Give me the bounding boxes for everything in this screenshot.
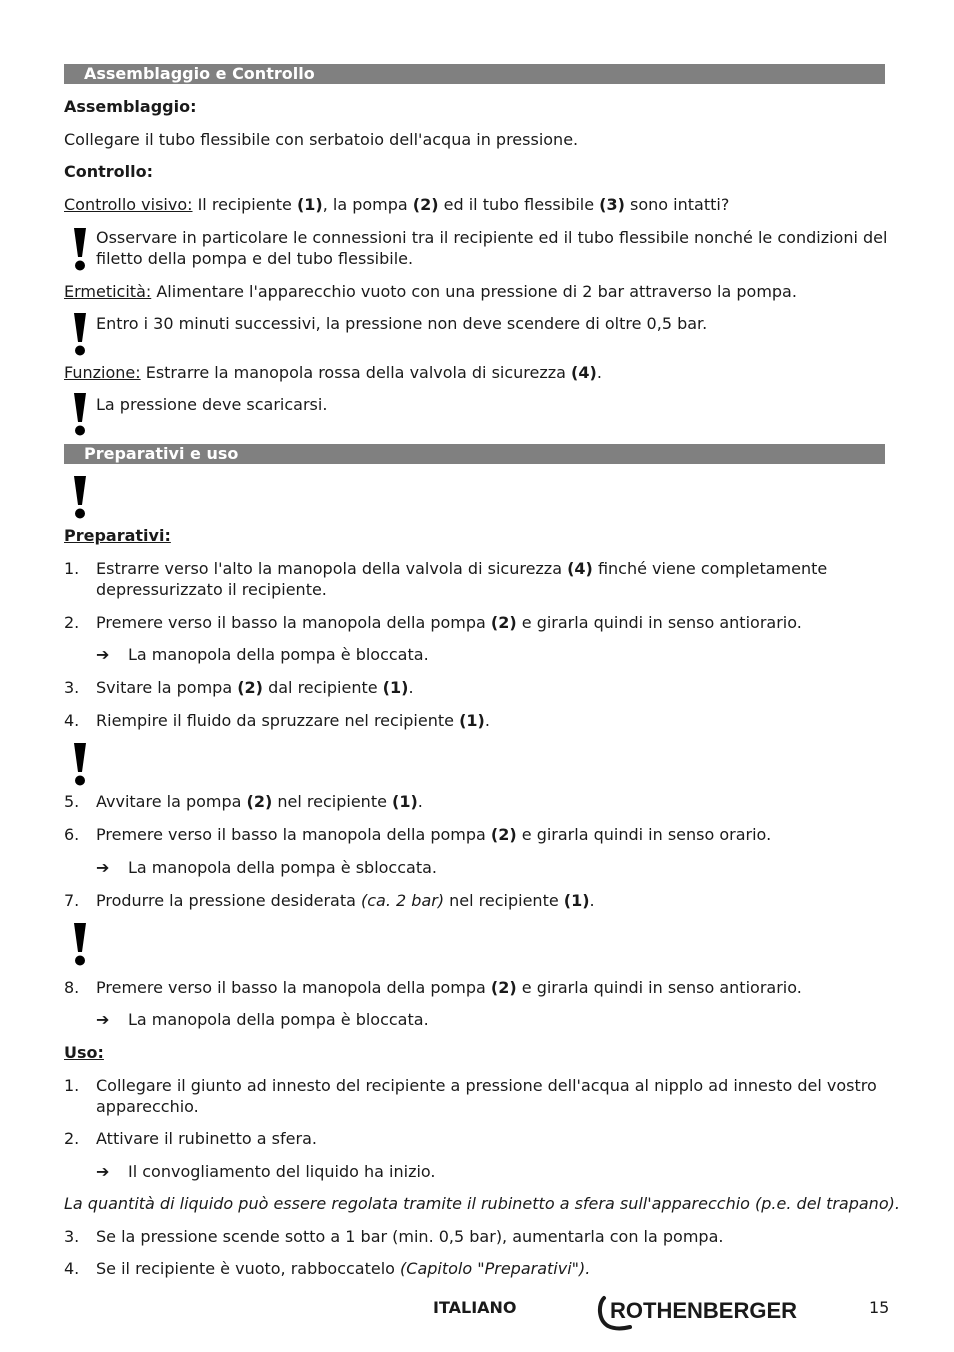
text: Se il recipiente è vuoto, rabboccatelo [96, 1259, 401, 1278]
ref-3: (3) [599, 195, 625, 214]
step-5 [96, 791, 423, 812]
tightness-line [64, 281, 797, 302]
use-step-2: Attivare il rubinetto a sfera. [96, 1129, 317, 1148]
ref-2: (2) [490, 978, 517, 997]
step-number: 6. [64, 825, 80, 844]
ref-1: (1) [382, 678, 409, 697]
use-note: La quantità di liquido può essere regolata tramite il rubinetto a sfera sull'apparecchio (p.e. del trapano). [64, 1194, 900, 1213]
step-4 [96, 710, 490, 731]
note-pressure: Entro i 30 minuti successivi, la pressione non deve scendere di oltre 0,5 bar. [96, 314, 708, 333]
text: Svitare la pompa [96, 678, 238, 697]
visual-check-label: Controllo visivo: [64, 195, 193, 214]
text: . [484, 711, 490, 730]
ref-2: (2) [237, 678, 263, 697]
function-line [64, 362, 602, 383]
section-title: Preparativi e uso [84, 444, 239, 463]
text: . [408, 678, 414, 697]
arrow-right-icon: ➔ [96, 858, 110, 877]
note-connections-line1: Osservare in particolare le connessioni tra il recipiente ed il tubo flessibile nonché le condizioni del [96, 228, 888, 247]
text: . [417, 792, 423, 811]
step-number: 1. [64, 1076, 80, 1095]
step-number: 4. [64, 711, 80, 730]
text: Avvitare la pompa [96, 792, 247, 811]
text: nel recipiente [272, 792, 393, 811]
text: e girarla quindi in senso antiorario. [516, 613, 802, 632]
step-number: 2. [64, 613, 80, 632]
step-2 [96, 612, 802, 633]
assembly-heading: Assemblaggio: [64, 97, 197, 116]
use-heading: Uso: [64, 1043, 104, 1062]
text: dal recipiente [262, 678, 383, 697]
exclamation-icon [71, 476, 89, 520]
ref-1: (1) [392, 792, 418, 811]
step-number: 1. [64, 559, 80, 578]
arrow-right-icon: ➔ [96, 1010, 110, 1029]
text: Estrarre verso l'alto la manopola della valvola di sicurezza [96, 559, 568, 578]
text: finché viene completamente [592, 559, 828, 578]
note-discharge: La pressione deve scaricarsi. [96, 395, 328, 414]
page-number: 15 [869, 1298, 890, 1317]
text: Premere verso il basso la manopola della pompa [96, 978, 491, 997]
rothenberger-logo [596, 1292, 836, 1332]
use-step-3: Se la pressione scende sotto a 1 bar (min. 0,5 bar), aumentarla con la pompa. [96, 1227, 724, 1246]
text: e girarla quindi in senso orario. [516, 825, 772, 844]
step-8-result: La manopola della pompa è bloccata. [128, 1010, 429, 1029]
ref-1: (1) [459, 711, 485, 730]
function-label: Funzione: [64, 363, 141, 382]
exclamation-icon [71, 923, 89, 967]
text: Riempire il fluido da spruzzare nel recipiente [96, 711, 460, 730]
arrow-right-icon: ➔ [96, 645, 110, 664]
assembly-text: Collegare il tubo flessibile con serbatoio dell'acqua in pressione. [64, 130, 579, 149]
ref-2: (2) [490, 825, 517, 844]
step-7 [96, 890, 595, 911]
control-heading: Controllo: [64, 162, 154, 181]
pressure-value: (ca. 2 bar) [361, 891, 445, 910]
step-number: 3. [64, 678, 80, 697]
tightness-label: Ermeticità: [64, 282, 152, 301]
step-number: 7. [64, 891, 80, 910]
ref-2: (2) [246, 792, 273, 811]
step-number: 2. [64, 1129, 80, 1148]
visual-check-line [64, 194, 729, 215]
step-6-result: La manopola della pompa è sbloccata. [128, 858, 437, 877]
text: ed il tubo flessibile [438, 195, 600, 214]
section-header-preparation [64, 444, 885, 464]
step-number: 8. [64, 978, 80, 997]
step-2-result: La manopola della pompa è bloccata. [128, 645, 429, 664]
exclamation-icon [71, 393, 89, 437]
ref-1: (1) [563, 891, 590, 910]
brand-text: ROTHENBERGER [610, 1298, 798, 1323]
text: Estrarre la manopola rossa della valvola di sicurezza [140, 363, 572, 382]
step-1-line2: depressurizzato il recipiente. [96, 580, 327, 599]
step-number: 5. [64, 792, 80, 811]
exclamation-icon [71, 743, 89, 787]
chapter-ref: (Capitolo "Preparativi"). [400, 1259, 591, 1278]
step-8 [96, 977, 802, 998]
section-title: Assemblaggio e Controllo [84, 64, 315, 83]
text: . [596, 363, 602, 382]
step-number: 3. [64, 1227, 80, 1246]
text: Il recipiente [192, 195, 297, 214]
ref-2: (2) [412, 195, 439, 214]
text: Produrre la pressione desiderata [96, 891, 361, 910]
note-connections-line2: filetto della pompa e del tubo flessibile. [96, 249, 414, 268]
prep-heading: Preparativi: [64, 526, 171, 545]
text: Alimentare l'apparecchio vuoto con una pressione di 2 bar attraverso la pompa. [151, 282, 797, 301]
use-step-2-result: Il convogliamento del liquido ha inizio. [128, 1162, 436, 1181]
ref-2: (2) [490, 613, 517, 632]
step-3 [96, 677, 414, 698]
text: Premere verso il basso la manopola della pompa [96, 613, 491, 632]
text: . [589, 891, 595, 910]
ref-4: (4) [567, 559, 593, 578]
use-step-1-line1: Collegare il giunto ad innesto del recipiente a pressione dell'acqua al nipplo ad innesto del vostro [96, 1076, 877, 1095]
use-step-4 [96, 1258, 590, 1279]
ref-1: (1) [296, 195, 323, 214]
text: , la pompa [322, 195, 413, 214]
step-6 [96, 824, 771, 845]
text: Premere verso il basso la manopola della pompa [96, 825, 491, 844]
text: nel recipiente [444, 891, 564, 910]
text: e girarla quindi in senso antiorario. [516, 978, 802, 997]
footer-language: ITALIANO [433, 1298, 517, 1317]
text: sono intatti? [624, 195, 730, 214]
use-step-1-line2: apparecchio. [96, 1097, 199, 1116]
arrow-right-icon: ➔ [96, 1162, 110, 1181]
exclamation-icon [71, 228, 89, 272]
ref-4: (4) [571, 363, 597, 382]
step-1-line1 [96, 558, 827, 579]
exclamation-icon [71, 313, 89, 357]
section-header-assembly [64, 64, 885, 84]
step-number: 4. [64, 1259, 80, 1278]
